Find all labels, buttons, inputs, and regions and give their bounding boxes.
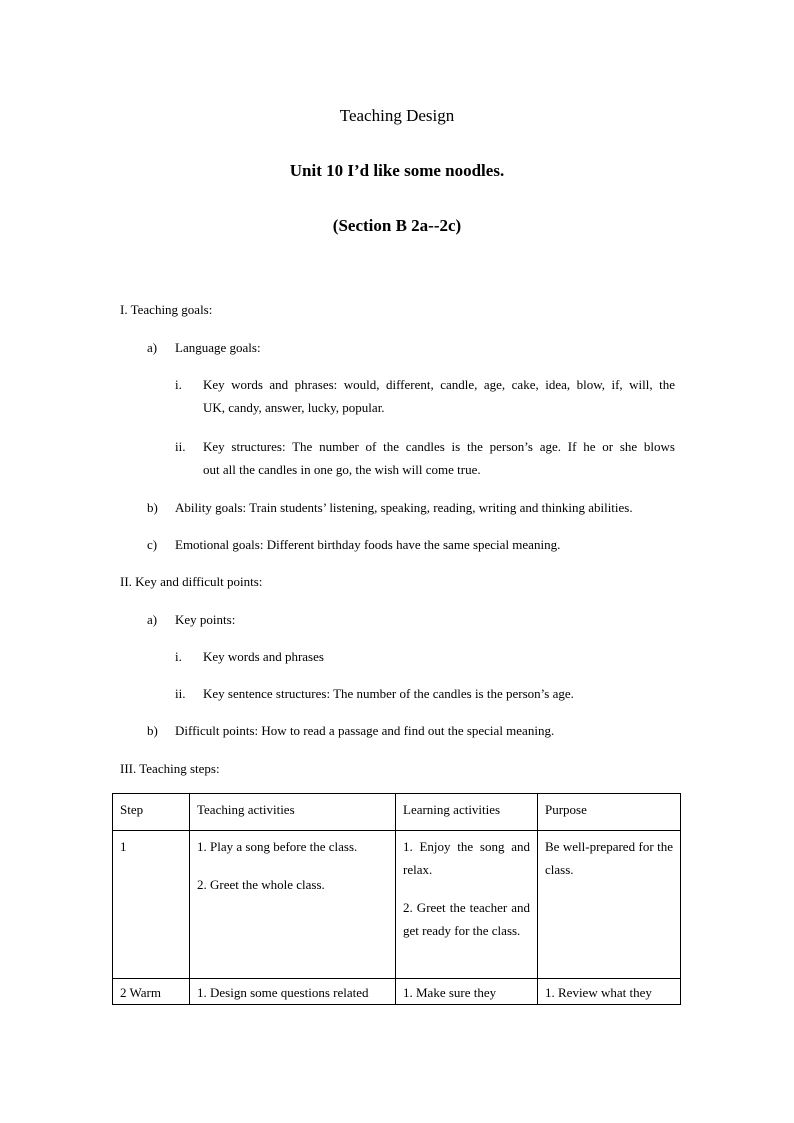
activity-item: 1. Enjoy the song and relax. [403, 839, 530, 877]
table-row [113, 831, 681, 979]
emotional-goals: Emotional goals: Different birthday foods have the same special meaning. [175, 537, 561, 552]
goals-heading: I. Teaching goals: [120, 302, 213, 317]
purpose-cell: 1. Review what they [538, 979, 681, 1005]
table-row [113, 979, 681, 1005]
section-title: (Section B 2a--2c) [332, 216, 462, 235]
list-marker: b) [147, 500, 158, 515]
key-point-item: Key sentence structures: The number of the candles is the person’s age. [203, 686, 574, 701]
column-header: Purpose [538, 794, 681, 831]
learning-activities-cell [396, 831, 538, 979]
document-title: Teaching Design [339, 106, 455, 125]
learning-activities-cell: 1. Make sure they [396, 979, 538, 1005]
column-header: Learning activities [396, 794, 538, 831]
difficult-points: Difficult points: How to read a passage and find out the special meaning. [175, 723, 555, 738]
purpose-text: Be well-prepared for the class. [545, 839, 673, 877]
steps-heading: III. Teaching steps: [120, 761, 220, 776]
table-header-row [113, 794, 681, 831]
key-words-line2: UK, candy, answer, lucky, popular. [203, 400, 385, 415]
list-marker: c) [147, 537, 158, 552]
key-point-item: Key words and phrases [203, 649, 324, 664]
points-heading: II. Key and difficult points: [120, 574, 263, 589]
language-goals-label: Language goals: [175, 340, 261, 355]
unit-title: Unit 10 I’d like some noodles. [289, 161, 505, 180]
activity-item: 2. Greet the teacher and get ready for the class. [403, 900, 530, 938]
list-marker: i. [175, 377, 182, 392]
key-structures-line2: out all the candles in one go, the wish will come true. [203, 462, 481, 477]
teaching-steps-table [112, 793, 681, 1005]
key-structures-line1: Key structures: The number of the candles is the person’s age. If he or she blows [203, 439, 675, 454]
purpose-cell [538, 831, 681, 979]
list-marker: i. [175, 649, 182, 664]
key-points-label: Key points: [175, 612, 236, 627]
list-marker: a) [147, 612, 158, 627]
activity-item: 1. Play a song before the class. [197, 839, 358, 854]
key-words-line1: Key words and phrases: would, different, candle, age, cake, idea, blow, if, will, the [203, 377, 675, 392]
teaching-activities-cell [190, 831, 396, 979]
activity-item: 2. Greet the whole class. [197, 877, 325, 892]
teaching-activities-cell: 1. Design some questions related [190, 979, 396, 1005]
column-header: Teaching activities [190, 794, 396, 831]
step-cell: 1 [113, 831, 190, 979]
list-marker: b) [147, 723, 158, 738]
list-marker: ii. [175, 686, 186, 701]
column-header: Step [113, 794, 190, 831]
list-marker: ii. [175, 439, 186, 454]
step-cell: 2 Warm [113, 979, 190, 1005]
ability-goals: Ability goals: Train students’ listening, speaking, reading, writing and thinking abilities. [175, 500, 633, 515]
list-marker: a) [147, 340, 158, 355]
